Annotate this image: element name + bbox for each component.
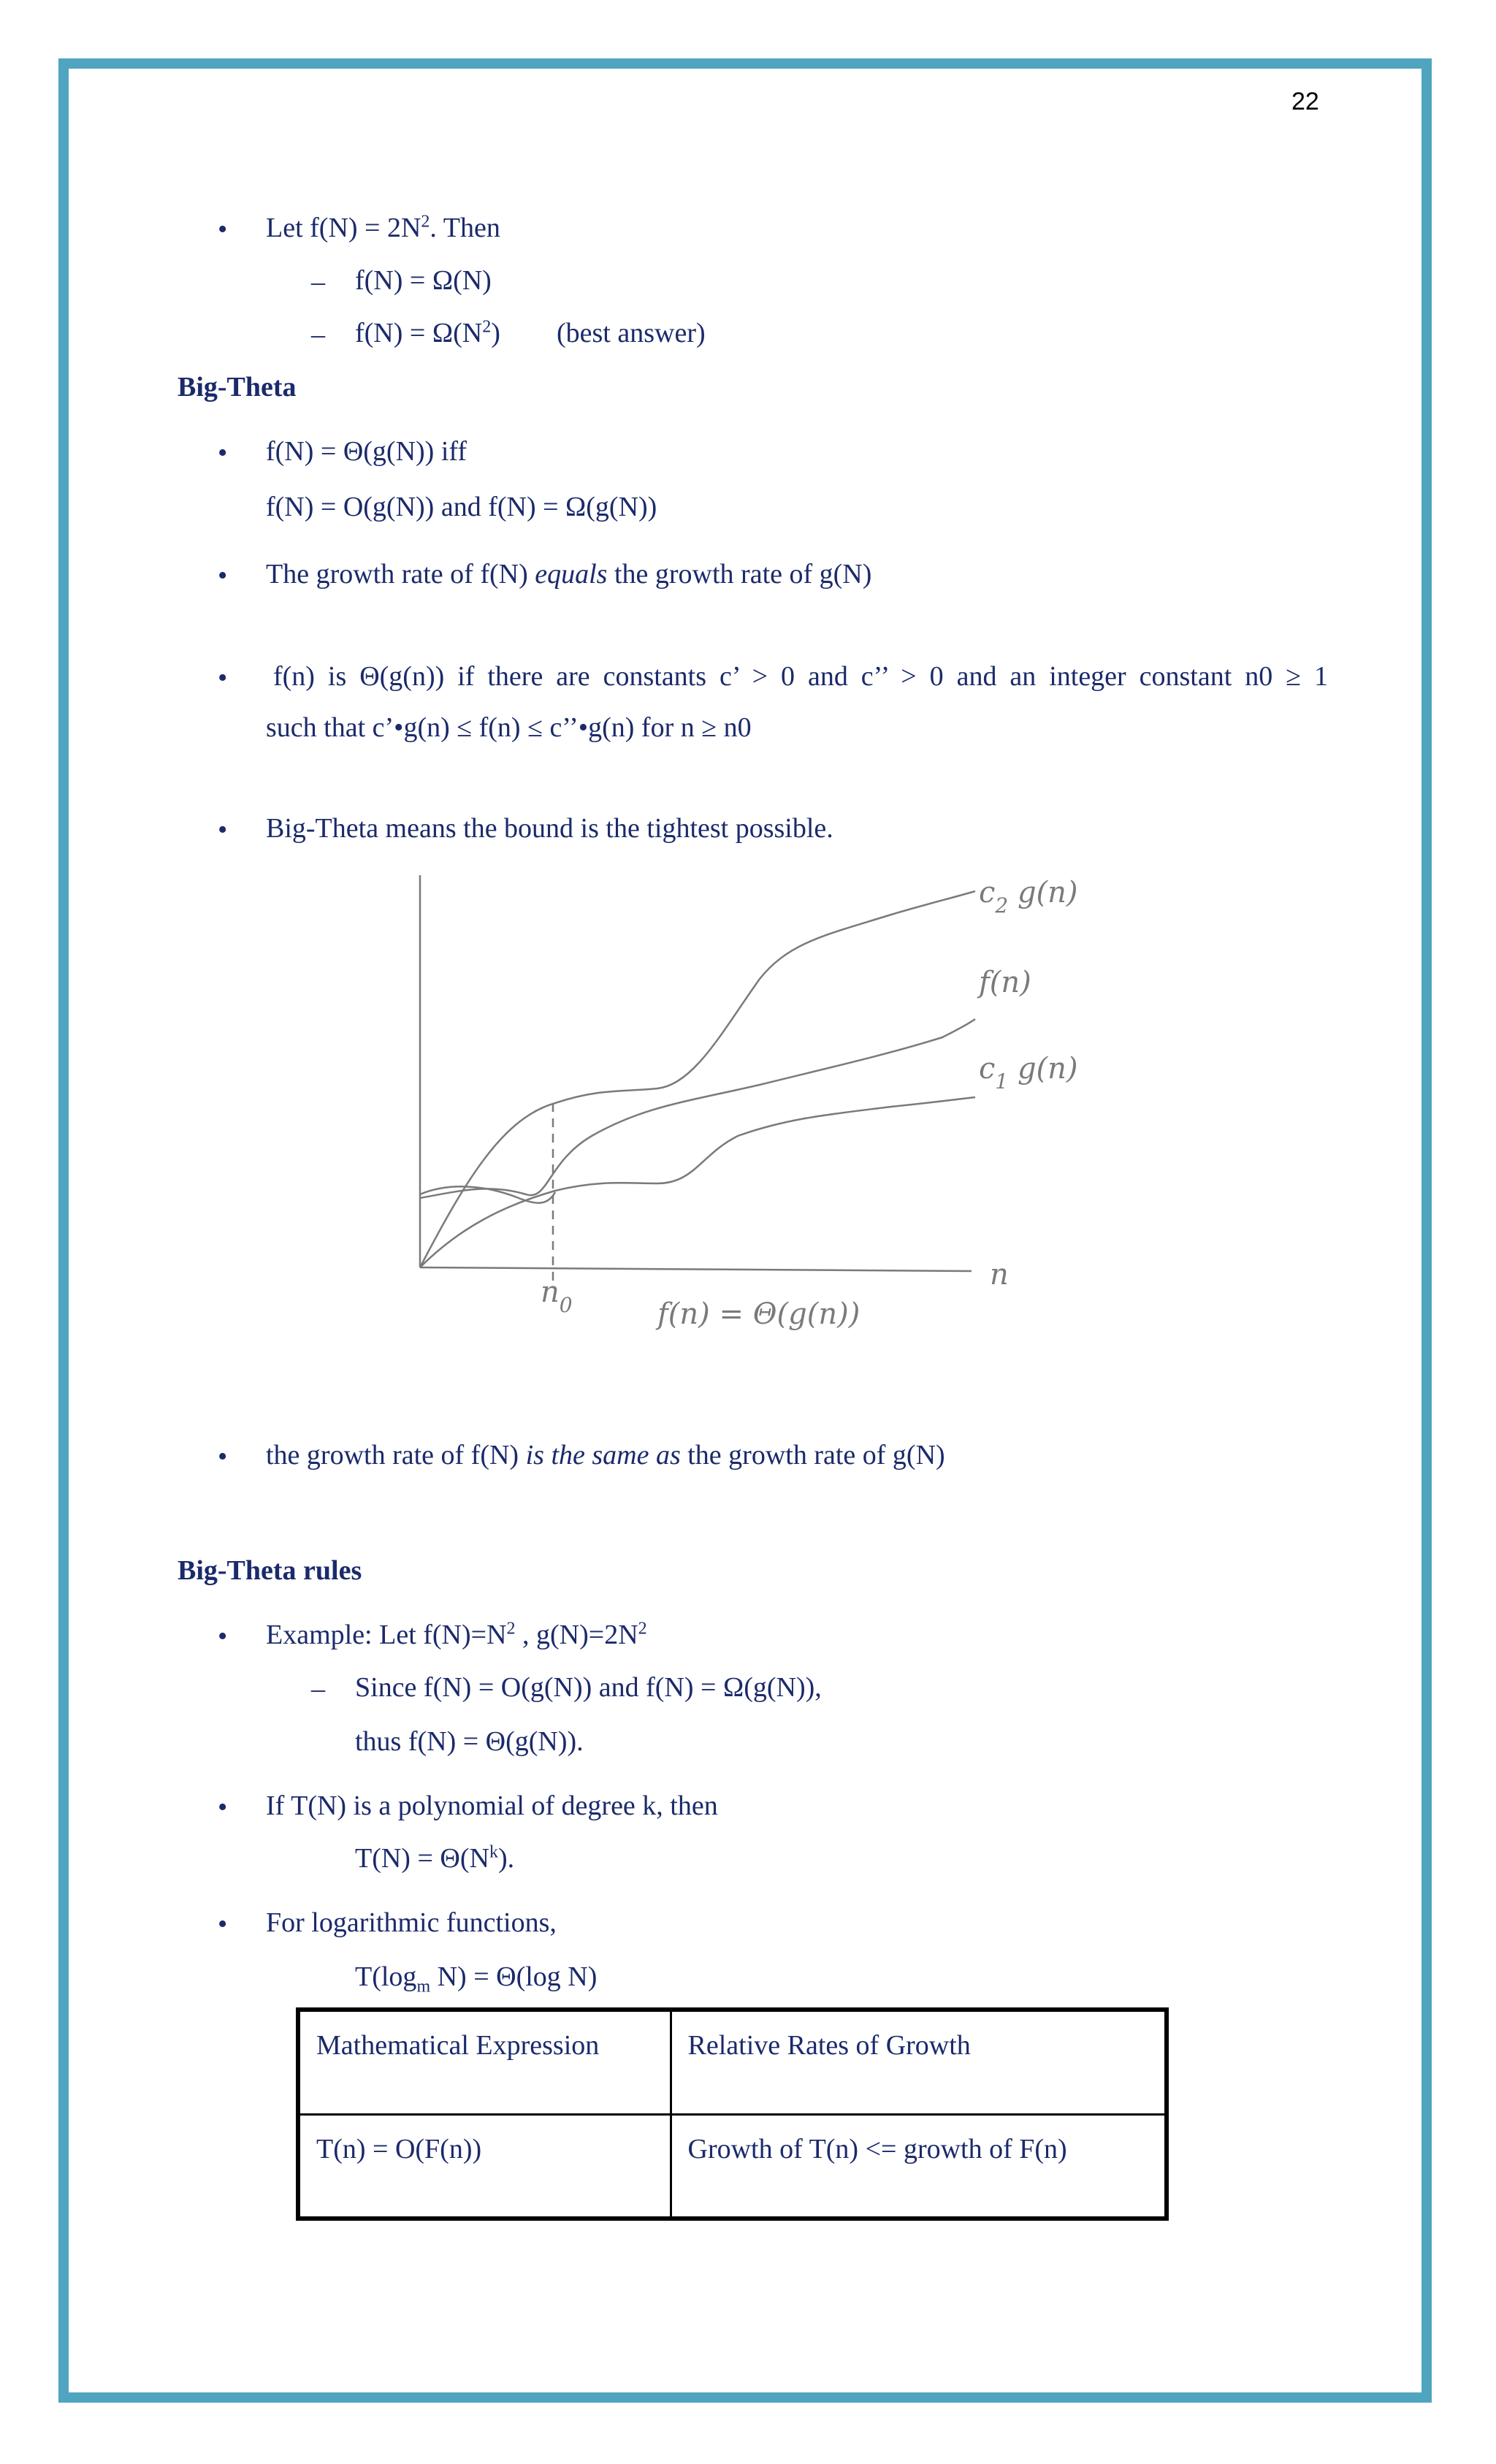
table-header-cell: Mathematical Expression	[298, 2010, 671, 2114]
table-row	[298, 2114, 1167, 2219]
rules-polynomial-line-2: $T(N) = \Theta(N^k)$.	[355, 1842, 515, 1874]
table-header-cell: Relative Rates of Growth	[671, 2010, 1167, 2114]
bullet-marker: •	[218, 560, 228, 591]
theta-tightest: Big-Theta means the bound is the tightest possible.	[266, 813, 833, 844]
label-n0: $n_0$	[541, 1275, 573, 1317]
bullet-marker: •	[218, 438, 228, 468]
intro-bullet-text: Let $f(N) = 2N^2$. Then	[266, 212, 500, 243]
table-cell: Growth of T(n) <= growth of F(n)	[671, 2114, 1167, 2219]
theta-definition-line-1: f(N) = Θ(g(N)) iff	[266, 436, 468, 467]
dash-marker: –	[311, 1674, 325, 1704]
page-number: 22	[1291, 88, 1319, 115]
intro-sub-2: $f(N) = \Omega(N^2)$	[355, 317, 500, 348]
intro-sub-1: f(N) = Ω(N)	[355, 265, 492, 296]
bullet-marker: •	[218, 1792, 228, 1823]
theta-bound-graph	[380, 862, 1125, 1344]
dash-marker: –	[311, 267, 325, 297]
bullet-marker: •	[218, 214, 228, 245]
bullet-marker: •	[218, 1621, 228, 1652]
theta-growth-equals: The growth rate of f(N) equals the growth rate of g(N)	[266, 559, 872, 590]
c1-g-curve	[420, 1097, 975, 1267]
bullet-marker: •	[218, 663, 228, 693]
rules-example-sub-2: thus f(N) = Θ(g(N)).	[355, 1726, 584, 1757]
dash-marker: –	[311, 319, 325, 350]
label-f: f(n)	[979, 966, 1031, 999]
bullet-marker: •	[218, 815, 228, 845]
rules-example: Example: Let $f(N)=N^2$ , $g(N)=2N^2$	[266, 1619, 647, 1650]
growth-rates-table	[296, 2007, 1169, 2221]
label-c2-g: $c_2$ g(n)	[979, 876, 1078, 918]
table-row	[298, 2010, 1167, 2114]
bullet-marker: •	[218, 1441, 228, 1472]
graph-x-axis	[420, 1267, 972, 1271]
theta-constants-line-2: such that c’•g(n) ≤ f(n) ≤ c’’•g(n) for n ≥ n0	[266, 712, 752, 743]
label-c1-g: $c_1$ g(n)	[979, 1052, 1078, 1094]
rules-polynomial-line-1: If T(N) is a polynomial of degree k, then	[266, 1790, 718, 1821]
graph-caption: f(n) = Θ(g(n))	[657, 1297, 860, 1331]
label-n: n	[990, 1258, 1009, 1292]
big-theta-rules-heading: Big-Theta rules	[178, 1555, 362, 1586]
theta-definition-line-2: f(N) = O(g(N)) and f(N) = Ω(g(N))	[266, 492, 657, 522]
rules-log-line-1: For logarithmic functions,	[266, 1907, 557, 1938]
bullet-marker: •	[218, 1909, 228, 1939]
rules-log-line-2: $T(\log_m$ N) = Θ(log N)	[355, 1961, 598, 1996]
c2-g-curve	[420, 891, 975, 1267]
theta-constants-line-1: f(n) is Θ(g(n)) if there are constants c’ > 0 and c’’ > 0 and an integer constant n0 ≥ 1	[273, 661, 1328, 692]
theta-growth-same: the growth rate of f(N) is the same as the growth rate of g(N)	[266, 1440, 945, 1471]
table-cell: T(n) = O(F(n))	[298, 2114, 671, 2219]
f-curve	[420, 1019, 975, 1198]
rules-example-sub-1: Since f(N) = O(g(N)) and f(N) = Ω(g(N)),	[355, 1672, 822, 1703]
big-theta-heading: Big-Theta	[178, 372, 297, 403]
best-answer-note: (best answer)	[557, 318, 706, 348]
